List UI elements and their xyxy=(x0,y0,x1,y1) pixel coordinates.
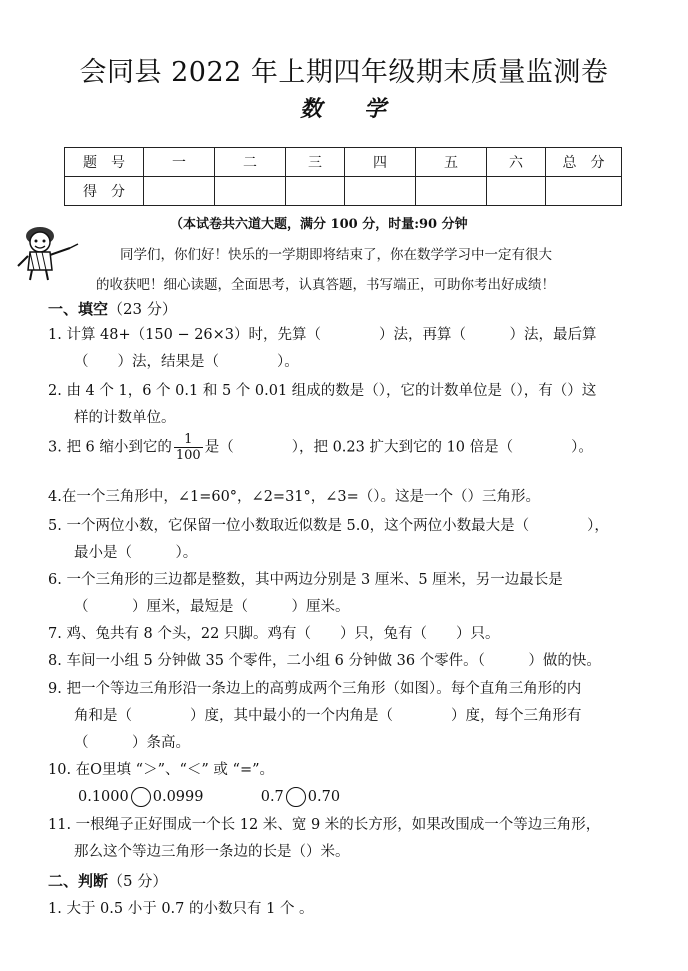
comparison-value: 0.0999 xyxy=(152,789,204,805)
mascot-illustration xyxy=(12,222,82,282)
question-line: （ ）条高。 xyxy=(74,735,190,751)
question-line: 6. 一个三角形的三边都是整数，其中两边分别是 3 厘米、5 厘米，另一边最长是 xyxy=(48,572,563,588)
question-line: 1. 大于 0.5 小于 0.7 的小数只有 1 个 。 xyxy=(48,901,314,917)
question-9 xyxy=(48,676,648,757)
question-line xyxy=(48,432,648,463)
comparison-row xyxy=(48,784,648,811)
score-header-label: 题 号 xyxy=(65,148,144,177)
question-line: 角和是（ ）度，其中最小的一个内角是（ ）度，每个三角形有 xyxy=(74,708,582,724)
score-cell[interactable] xyxy=(345,177,416,206)
comparison-circle[interactable] xyxy=(131,787,151,807)
score-table xyxy=(64,147,622,206)
section-heading-fill-blank xyxy=(48,298,177,319)
question-line: （ ）法，结果是（ ）。 xyxy=(74,354,299,370)
question-line: 样的计数单位。 xyxy=(74,410,176,426)
comparison-value: 0.1000 xyxy=(78,789,129,805)
greeting-line-2: 的收获吧！细心读题，全面思考，认真答题，书写端正，可助你考出好成绩！ xyxy=(96,277,555,293)
score-header-6: 六 xyxy=(487,148,546,177)
exam-title: 会同县 2022 年上期四年级期末质量监测卷 xyxy=(79,57,609,88)
fraction-numerator: 1 xyxy=(174,432,203,448)
section-points: （23 分） xyxy=(108,300,177,318)
comparison-value: 0.70 xyxy=(307,789,341,805)
exam-subject xyxy=(0,92,688,123)
greeting-line-1: 同学们，你们好！快乐的一学期即将结束了，你在数学学习中一定有很大 xyxy=(120,247,552,263)
score-cell[interactable] xyxy=(416,177,487,206)
question-3 xyxy=(48,432,648,463)
score-table-score-row xyxy=(65,177,622,206)
question-line: 9. 把一个等边三角形沿一条边上的高剪成两个三角形（如图）。每个直角三角形的内 xyxy=(48,681,582,697)
question-line: 最小是（ ）。 xyxy=(74,545,198,561)
question-line: （ ）厘米，最短是（ ）厘米。 xyxy=(74,599,350,615)
question-7 xyxy=(48,621,648,648)
score-header-4: 四 xyxy=(345,148,416,177)
section-heading-judgement xyxy=(48,870,167,891)
question-10 xyxy=(48,757,648,811)
question-line: 8. 车间一小组 5 分钟做 35 个零件，二小组 6 分钟做 36 个零件。（ ）做的快。 xyxy=(48,653,601,669)
comparison-circle[interactable] xyxy=(286,787,306,807)
score-header-1: 一 xyxy=(144,148,215,177)
question-line: 5. 一个两位小数，它保留一位小数取近似数是 5.0，这个两位小数最大是（ ）， xyxy=(48,518,609,534)
question-5 xyxy=(48,513,648,567)
score-cell[interactable] xyxy=(215,177,286,206)
score-table-header-row xyxy=(65,148,622,177)
question-line: 2. 由 4 个 1，6 个 0.1 和 5 个 0.01 组成的数是（），它的计数单位是（），有（）这 xyxy=(48,383,597,399)
question-line: 10. 在O里填 “＞”、“＜” 或 “=”。 xyxy=(48,762,275,778)
score-cell[interactable] xyxy=(286,177,345,206)
subject-char-2: 学 xyxy=(364,96,389,122)
question-line: 4.在一个三角形中，∠1=60°，∠2=31°，∠3=（）。这是一个（）三角形。 xyxy=(48,489,541,505)
question-line: 7. 鸡、兔共有 8 个头，22 只脚。鸡有（ ）只，兔有（ ）只。 xyxy=(48,626,500,642)
question-8 xyxy=(48,648,648,675)
score-cell[interactable] xyxy=(144,177,215,206)
question-2 xyxy=(48,378,648,432)
score-header-3: 三 xyxy=(286,148,345,177)
score-cell[interactable] xyxy=(487,177,546,206)
question-4 xyxy=(48,484,648,511)
question-text: 是（ ），把 0.23 扩大到它的 10 倍是（ ）。 xyxy=(204,439,593,456)
subject-char-1: 数 xyxy=(299,96,324,122)
question-6 xyxy=(48,567,648,621)
score-cell[interactable] xyxy=(546,177,622,206)
question-11 xyxy=(48,812,648,866)
score-header-2: 二 xyxy=(215,148,286,177)
comparison-value: 0.7 xyxy=(260,789,284,805)
score-header-total: 总 分 xyxy=(546,148,622,177)
section-title: 一、填空 xyxy=(48,300,109,318)
greeting-text xyxy=(96,240,656,300)
score-header-5: 五 xyxy=(416,148,487,177)
exam-note: （本试卷共六道大题，满分 100 分，时量:90 分钟 xyxy=(170,217,468,232)
fraction-denominator: 100 xyxy=(175,448,201,463)
section-points: （5 分） xyxy=(108,872,168,890)
question-line: 那么这个等边三角形一条边的长是（）米。 xyxy=(74,844,350,860)
question-1 xyxy=(48,322,648,376)
question-text: 3. 把 6 缩小到它的 xyxy=(48,439,172,456)
judgement-question-1 xyxy=(48,896,648,923)
score-row-label: 得 分 xyxy=(65,177,144,206)
question-line: 1. 计算 48+（150 − 26×3）时，先算（ ）法，再算（ ）法，最后算 xyxy=(48,327,597,343)
section-title: 二、判断 xyxy=(48,872,109,890)
question-line: 11. 一根绳子正好围成一个长 12 米、宽 9 米的长方形，如果改围成一个等边三角形， xyxy=(48,817,601,833)
fraction xyxy=(174,432,203,463)
